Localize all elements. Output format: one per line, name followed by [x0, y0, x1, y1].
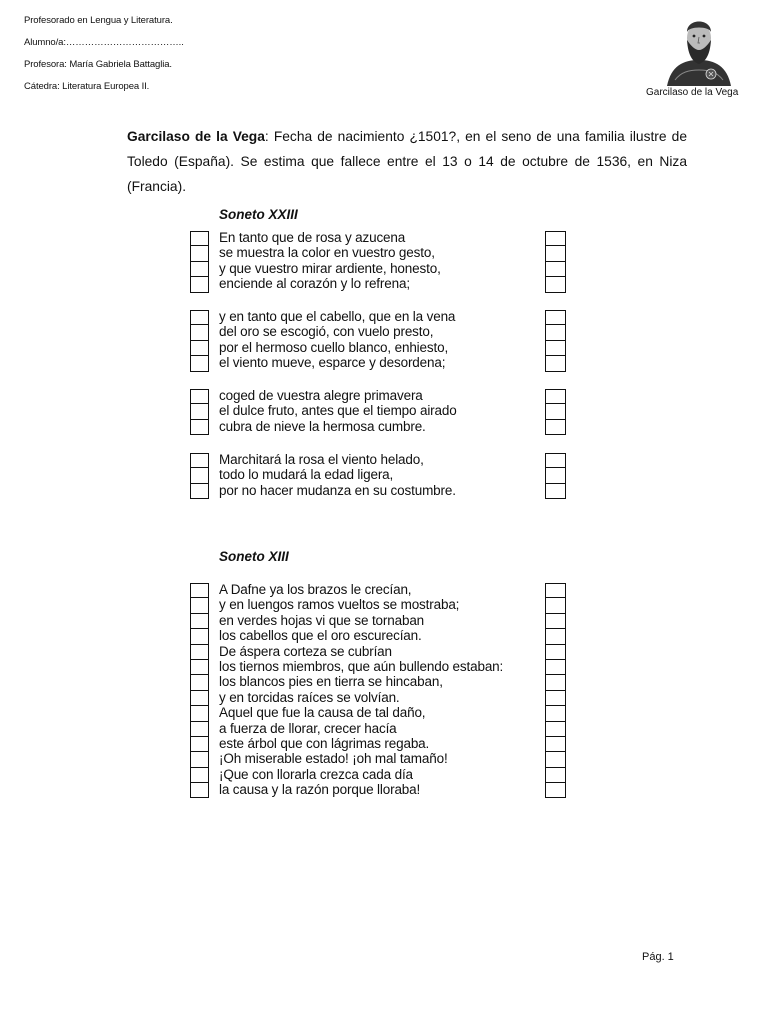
- sonnet-xiii-title: Soneto XIII: [219, 549, 289, 564]
- verse-text: y en tanto que el cabello, que en la vena: [219, 309, 456, 324]
- answer-box-right[interactable]: [545, 420, 566, 435]
- answer-box-right[interactable]: [545, 737, 566, 752]
- verse-line: [190, 468, 568, 483]
- answer-box-left[interactable]: [190, 768, 209, 783]
- verse-text: A Dafne ya los brazos le crecían,: [219, 582, 412, 597]
- header-program: Profesorado en Lengua y Literatura.: [24, 15, 173, 26]
- answer-box-left[interactable]: [190, 629, 209, 644]
- verse-line: [190, 691, 568, 706]
- portrait-caption: Garcilaso de la Vega: [646, 87, 739, 98]
- header-student-field: Alumno/a:………………………………..: [24, 37, 184, 48]
- answer-box-left[interactable]: [190, 583, 209, 598]
- answer-box-right[interactable]: [545, 691, 566, 706]
- verse-text: los cabellos que el oro escurecían.: [219, 628, 422, 644]
- answer-box-right[interactable]: [545, 310, 566, 325]
- answer-box-left[interactable]: [190, 691, 209, 706]
- answer-box-left[interactable]: [190, 598, 209, 613]
- answer-box-right[interactable]: [545, 468, 566, 483]
- verse-text: los blancos pies en tierra se hincaban,: [219, 674, 443, 690]
- verse-text: cubra de nieve la hermosa cumbre.: [219, 418, 426, 434]
- verse-text: este árbol que con lágrimas regaba.: [219, 735, 430, 751]
- answer-box-right[interactable]: [545, 231, 566, 246]
- verse-line: [190, 660, 568, 675]
- verse-line: [190, 752, 568, 767]
- verse-line: [190, 783, 568, 798]
- answer-box-left[interactable]: [190, 752, 209, 767]
- verse-line: [190, 598, 568, 613]
- sonnet-xiii-stanza-1: [190, 583, 568, 798]
- verse-text: y en torcidas raíces se volvían.: [219, 689, 400, 705]
- verse-text: De áspera corteza se cubrían: [219, 643, 392, 659]
- answer-box-left[interactable]: [190, 341, 209, 356]
- verse-text: por no hacer mudanza en su costumbre.: [219, 482, 456, 498]
- verse-text: se muestra la color en vuestro gesto,: [219, 245, 435, 261]
- verse-text: enciende al corazón y lo refrena;: [219, 276, 410, 292]
- answer-box-left[interactable]: [190, 277, 209, 292]
- answer-box-right[interactable]: [545, 484, 566, 499]
- verse-text: coged de vuestra alegre primavera: [219, 388, 423, 403]
- answer-box-right[interactable]: [545, 614, 566, 629]
- answer-box-left[interactable]: [190, 614, 209, 629]
- header-professor: Profesora: María Gabriela Battaglia.: [24, 59, 172, 70]
- answer-box-left[interactable]: [190, 706, 209, 721]
- answer-box-left[interactable]: [190, 231, 209, 246]
- verse-line: [190, 277, 568, 292]
- verse-line: [190, 768, 568, 783]
- verse-line: [190, 389, 568, 404]
- answer-box-right[interactable]: [545, 277, 566, 292]
- verse-line: [190, 356, 568, 371]
- verse-text: el viento mueve, esparce y desordena;: [219, 355, 446, 371]
- sonnet-xxiii-stanza-2: [190, 310, 568, 372]
- answer-box-left[interactable]: [190, 262, 209, 277]
- verse-line: [190, 246, 568, 261]
- answer-box-left[interactable]: [190, 737, 209, 752]
- verse-text: la causa y la razón porque lloraba!: [219, 782, 421, 798]
- verse-line: [190, 325, 568, 340]
- answer-box-right[interactable]: [545, 325, 566, 340]
- verse-line: [190, 675, 568, 690]
- verse-text: En tanto que de rosa y azucena: [219, 230, 406, 245]
- answer-box-right[interactable]: [545, 783, 566, 798]
- answer-box-left[interactable]: [190, 468, 209, 483]
- verse-line: [190, 262, 568, 277]
- verse-text: en verdes hojas vi que se tornaban: [219, 612, 425, 628]
- answer-box-left[interactable]: [190, 420, 209, 435]
- sonnet-xxiii-stanza-4: [190, 453, 568, 499]
- answer-box-right[interactable]: [545, 404, 566, 419]
- verse-line: [190, 614, 568, 629]
- answer-box-right[interactable]: [545, 675, 566, 690]
- answer-box-left[interactable]: [190, 389, 209, 404]
- verse-line: [190, 706, 568, 721]
- page-number: Pág. 1: [642, 951, 674, 963]
- verse-text: Marchitará la rosa el viento helado,: [219, 452, 424, 467]
- verse-line: [190, 645, 568, 660]
- answer-box-right[interactable]: [545, 598, 566, 613]
- answer-box-right[interactable]: [545, 389, 566, 404]
- portrait-image: [665, 10, 733, 86]
- sonnet-xxiii-title: Soneto XXIII: [219, 207, 298, 222]
- verse-text: ¡Que con llorarla crezca cada día: [219, 766, 413, 782]
- answer-box-right[interactable]: [545, 752, 566, 767]
- verse-text: el dulce fruto, antes que el tiempo airado: [219, 403, 457, 419]
- answer-box-left[interactable]: [190, 325, 209, 340]
- verse-text: todo lo mudará la edad ligera,: [219, 467, 394, 483]
- answer-box-right[interactable]: [545, 262, 566, 277]
- bio-text: : Fecha de nacimiento ¿1501?, en el seno de una familia ilustre de Toledo (España). Se estima que fallece entre el 13 o 14 de octubre de 1536, en Niza (Francia).: [127, 129, 687, 194]
- verse-line: [190, 629, 568, 644]
- answer-box-right[interactable]: [545, 356, 566, 371]
- answer-box-right[interactable]: [545, 583, 566, 598]
- answer-box-left[interactable]: [190, 660, 209, 675]
- answer-box-left[interactable]: [190, 675, 209, 690]
- answer-box-left[interactable]: [190, 484, 209, 499]
- bio-name: Garcilaso de la Vega: [127, 129, 265, 144]
- answer-box-right[interactable]: [545, 246, 566, 261]
- sonnet-xxiii-stanza-3: [190, 389, 568, 435]
- header-course: Cátedra: Literatura Europea II.: [24, 81, 150, 92]
- answer-box-left[interactable]: [190, 722, 209, 737]
- verse-text: y que vuestro mirar ardiente, honesto,: [219, 260, 441, 276]
- bio-paragraph: [127, 124, 687, 199]
- verse-line: [190, 310, 568, 325]
- verse-text: del oro se escogió, con vuelo presto,: [219, 324, 434, 340]
- verse-line: [190, 420, 568, 435]
- answer-box-right[interactable]: [545, 629, 566, 644]
- answer-box-right[interactable]: [545, 768, 566, 783]
- answer-box-left[interactable]: [190, 310, 209, 325]
- answer-box-left[interactable]: [190, 404, 209, 419]
- answer-box-left[interactable]: [190, 645, 209, 660]
- verse-text: y en luengos ramos vueltos se mostraba;: [219, 597, 460, 613]
- answer-box-right[interactable]: [545, 645, 566, 660]
- sonnet-xxiii-stanza-1: [190, 231, 568, 293]
- verse-line: [190, 722, 568, 737]
- answer-box-right[interactable]: [545, 706, 566, 721]
- answer-box-left[interactable]: [190, 783, 209, 798]
- verse-line: [190, 484, 568, 499]
- verse-line: [190, 341, 568, 356]
- verse-text: Aquel que fue la causa de tal daño,: [219, 705, 426, 721]
- verse-line: [190, 404, 568, 419]
- verse-line: [190, 737, 568, 752]
- answer-box-right[interactable]: [545, 341, 566, 356]
- answer-box-left[interactable]: [190, 246, 209, 261]
- verse-text: por el hermoso cuello blanco, enhiesto,: [219, 339, 449, 355]
- verse-text: a fuerza de llorar, crecer hacía: [219, 720, 397, 736]
- verse-line: [190, 453, 568, 468]
- answer-box-left[interactable]: [190, 453, 209, 468]
- answer-box-right[interactable]: [545, 722, 566, 737]
- answer-box-right[interactable]: [545, 453, 566, 468]
- verse-line: [190, 583, 568, 598]
- verse-text: ¡Oh miserable estado! ¡oh mal tamaño!: [219, 751, 448, 767]
- verse-text: los tiernos miembros, que aún bullendo estaban:: [219, 658, 504, 674]
- verse-line: [190, 231, 568, 246]
- answer-box-right[interactable]: [545, 660, 566, 675]
- answer-box-left[interactable]: [190, 356, 209, 371]
